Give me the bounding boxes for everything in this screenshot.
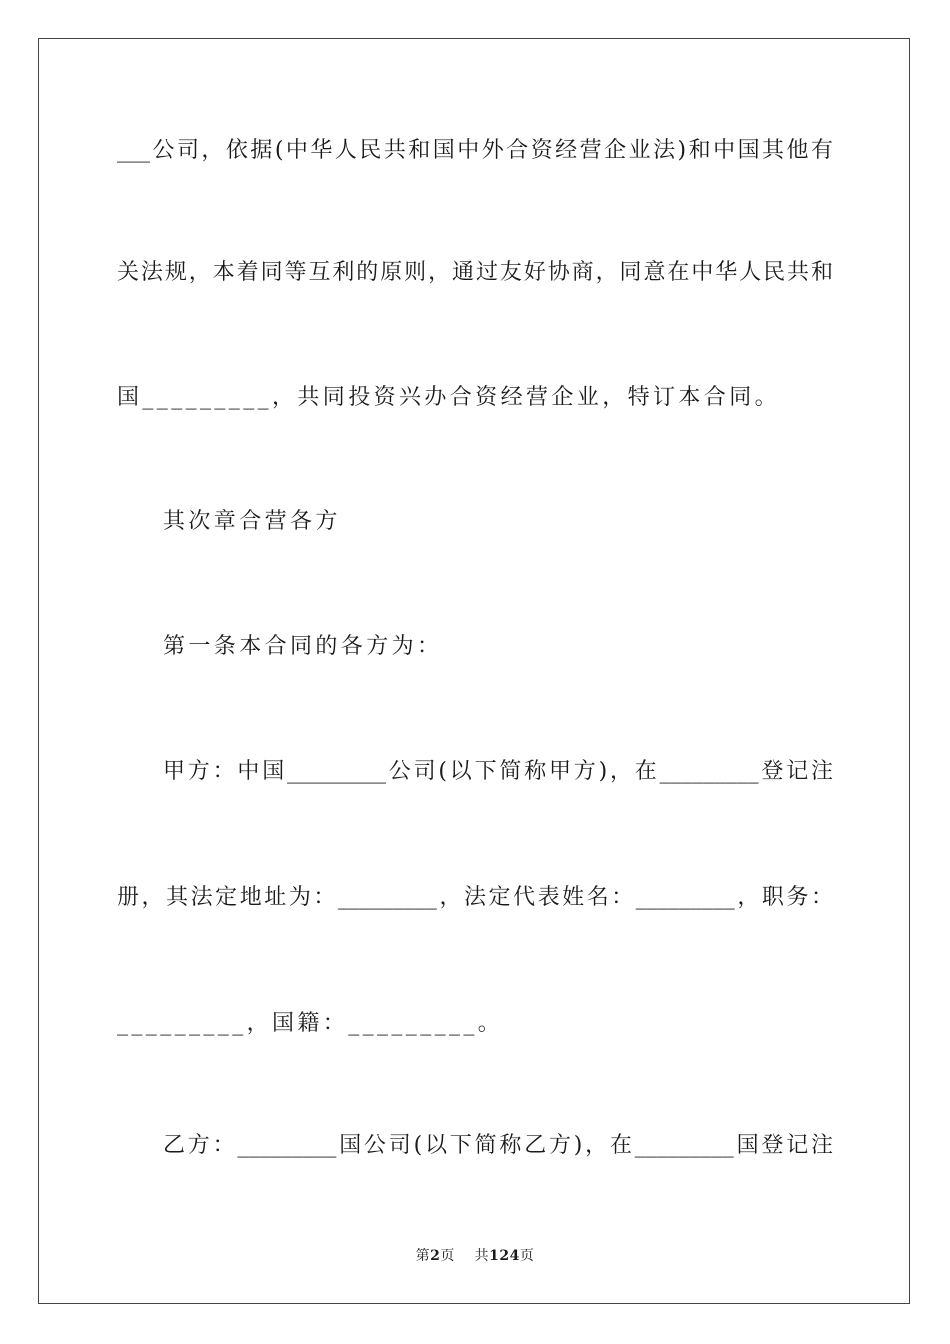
total-prefix: 共 bbox=[474, 1248, 490, 1264]
party-a-line-1: 甲方：中国_________公司(以下简称甲方)，在_________登记注 bbox=[163, 759, 833, 784]
paragraph-line-3: 国_________，共同投资兴办合资经营企业，特订本合同。 bbox=[117, 385, 781, 410]
party-b-line-1: 乙方：_________国公司(以下简称乙方)，在_________国登记注 bbox=[163, 1133, 833, 1158]
article-heading: 第一条本合同的各方为： bbox=[163, 634, 443, 659]
paragraph-line-2: 关法规，本着同等互利的原则，通过友好协商，同意在中华人民共和 bbox=[117, 260, 833, 285]
page-number: 2 bbox=[430, 1248, 441, 1264]
page-prefix: 第 bbox=[415, 1248, 431, 1264]
chapter-heading: 其次章合营各方 bbox=[163, 509, 341, 534]
page-frame bbox=[38, 38, 910, 1304]
total-pages: 124 bbox=[489, 1248, 520, 1264]
page-footer bbox=[0, 1246, 950, 1266]
page-suffix: 页 bbox=[440, 1248, 455, 1264]
total-suffix: 页 bbox=[519, 1248, 535, 1264]
party-a-line-3: _________，国籍：_________。 bbox=[117, 1011, 504, 1036]
party-a-line-2: 册，其法定地址为：_________，法定代表姓名：_________，职务： bbox=[117, 885, 833, 910]
paragraph-line-1: ___公司，依据(中华人民共和国中外合资经营企业法)和中国其他有 bbox=[117, 138, 833, 163]
